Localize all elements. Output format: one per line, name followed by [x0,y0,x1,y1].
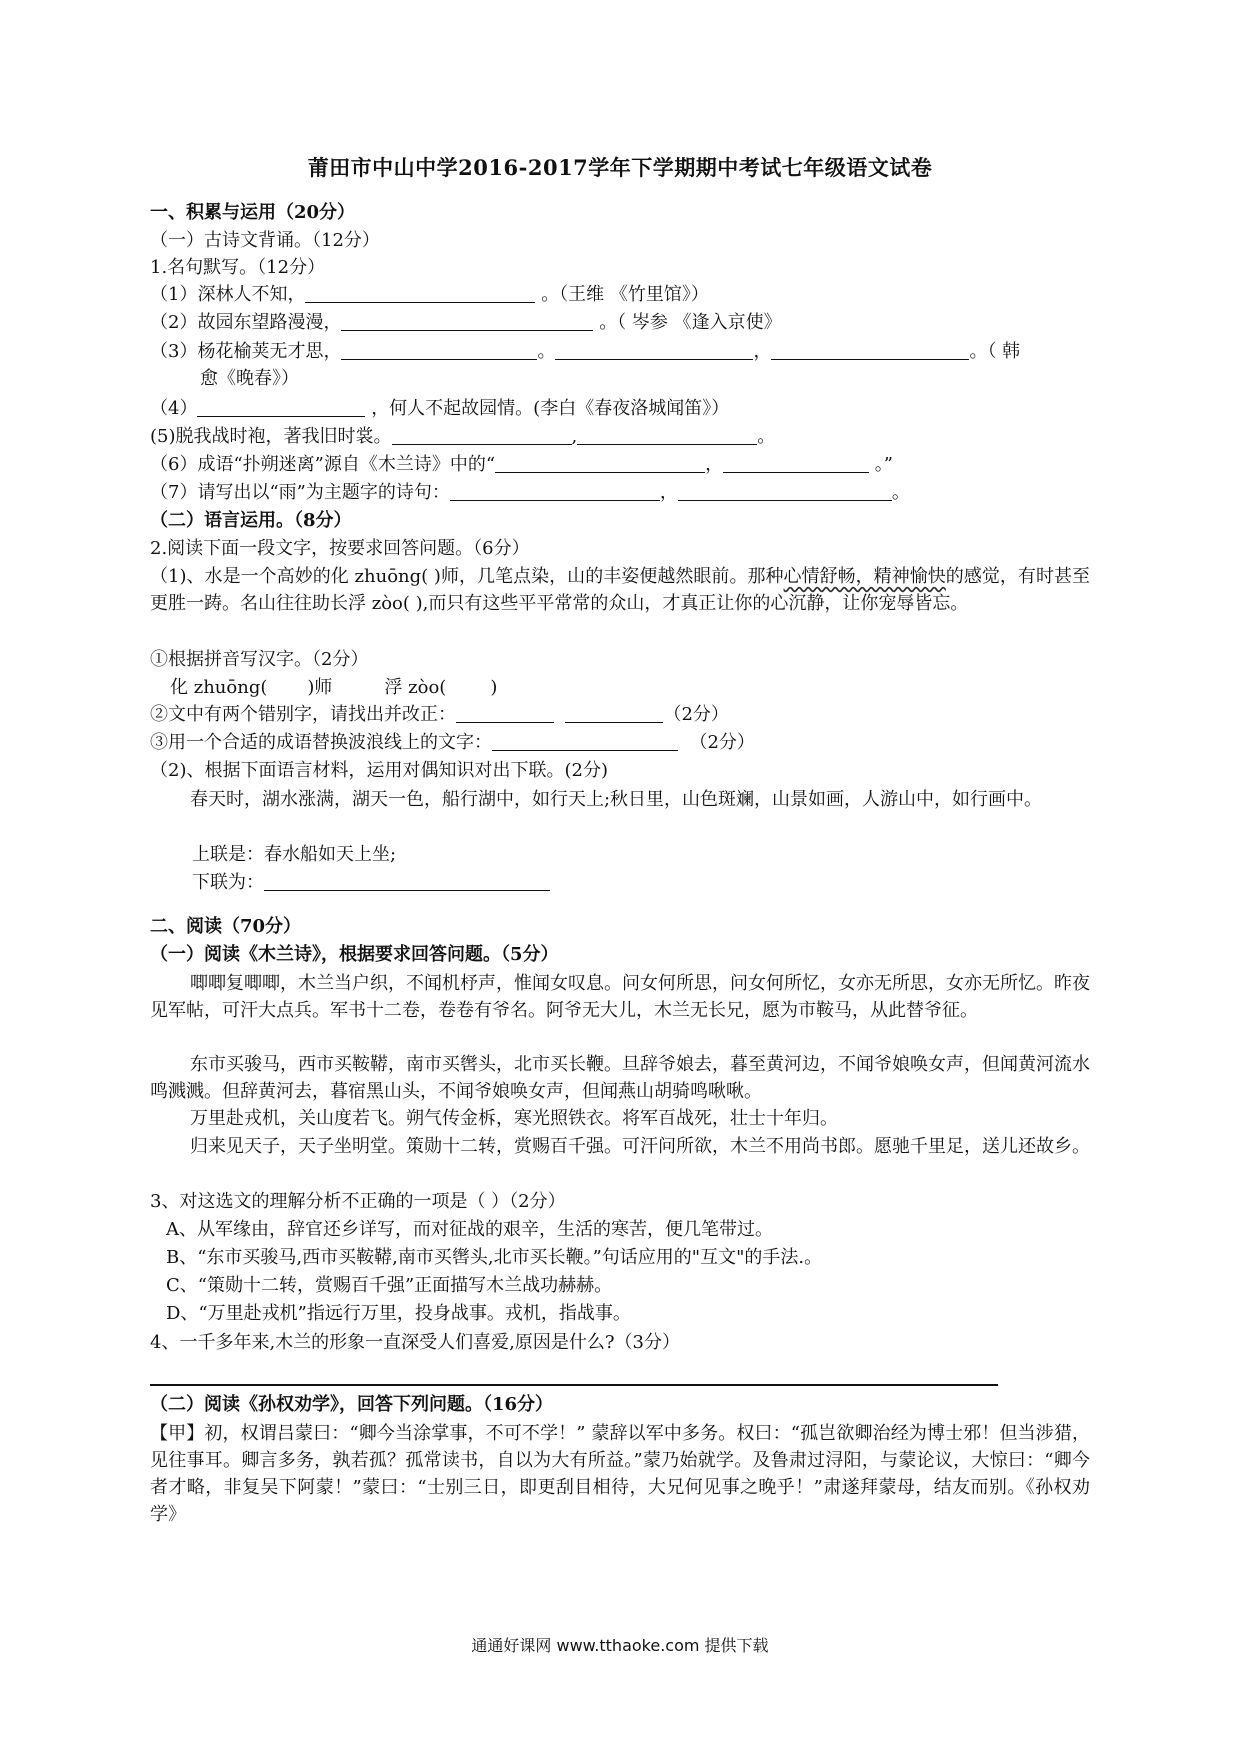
answer-blank[interactable] [565,704,663,723]
option-b: B、“东市买骏马,西市买鞍鞯,南市买辔头,北市买长鞭。”句话应用的"互文"的手法.。 [166,1247,823,1268]
passage-2-1: （1)、水是一个高妙的化 zhuōng( )师，几笔点染，山的丰姿便越然眼前。那种心情舒畅，精神愉快的感觉，有时甚至更胜一踌。名山往往助长浮 zòo( ),而只有这些平平常常的众山，才真正让你的心沉静，让你宠辱皆忘。 [150,566,1090,614]
poem-paragraph-4: 归来见天子，天子坐明堂。策勋十二转，赏赐百千强。可汗问所欲，木兰不用尚书郎。愿驰千里足，送儿还故乡。 [190,1136,1090,1157]
answer-blank[interactable] [305,284,535,303]
fill-line-2: （2）故园东望路漫漫， 。（ 岑参 《逢入京使》 [150,312,782,333]
subsection-2-2: （二）阅读《孙权劝学》，回答下列问题。（16分） [150,1394,554,1415]
option-d: D、“万里赴戎机”指远行万里，投身战事。戎机，指战事。 [166,1303,631,1324]
sub-question-2: ②文中有两个错别字，请找出并改正： （2分） [150,704,729,725]
question-4: 4、一千多年来,木兰的形象一直深受人们喜爱,原因是什么?（3分） [150,1332,680,1353]
answer-blank[interactable] [577,426,757,445]
fill-line-4: （4） ，何人不起故园情。(李白《春夜洛城闻笛》） [150,398,730,419]
passage-jia: 【甲】初，权谓吕蒙曰：“卿今当涂掌事，不可不学！” 蒙辞以军中多务。权曰：“孤岂欲卿治经为博士邪！但当涉猎，见往事耳。卿言多务，孰若孤？孤常读书，自以为大有所益。”蒙乃始就学。及鲁肃过浔阳，与蒙论议，大惊曰：“卿今者才略，非复吴下阿蒙！”蒙曰：“士别三日，即更刮目相待，大兄何见事之晚乎！”肃遂拜蒙母，结友而别。《孙权劝学》 [150,1423,1090,1525]
couplet-material: 春天时，湖水涨满，湖天一色，船行湖中，如行天上;秋日里，山色斑斓，山景如画，人游山中，如行画中。 [190,789,1043,810]
subsection-1-1: （一）古诗文背诵。（12分） [150,230,380,251]
footer-source: 通通好课网 www.tthaoke.com 提供下载 [471,1636,769,1655]
answer-line [150,1384,998,1386]
fill-line-7: （7）请写出以“雨”为主题字的诗句： ， 。 [150,482,910,503]
fill-line-3: （3）杨花榆荚无才思， 。 ， 。（ 韩 [150,341,1021,362]
answer-blank[interactable] [495,454,705,473]
subsection-1-2: （二）语言运用。（8分） [150,510,352,531]
couplet-upper: 上联是：春水船如天上坐; [192,844,397,865]
question-2: 2.阅读下面一段文字，按要求回答问题。（6分） [150,538,530,559]
page-title: 莆田市中山中学2016-2017学年下学期期中考试七年级语文试卷 [307,155,933,180]
answer-blank[interactable] [264,872,550,891]
answer-blank[interactable] [678,482,892,501]
answer-blank[interactable] [392,426,572,445]
fill-line-3-cont: 愈《晚春》） [200,368,299,389]
poem-paragraph-1: 唧唧复唧唧，木兰当户织，不闻机杼声，惟闻女叹息。问女何所思，问女何所忆，女亦无所思，女亦无所忆。昨夜见军帖，可汗大点兵。军书十二卷，卷卷有爷名。阿爷无大儿，木兰无长兄，愿为市鞍马，从此替爷征。 [150,973,1090,1021]
answer-blank[interactable] [555,341,753,360]
passage-2-2-prompt: （2)、根据下面语言材料，运用对偶知识对出下联。(2分) [150,760,608,781]
answer-blank[interactable] [771,341,969,360]
answer-blank[interactable] [723,454,869,473]
answer-blank[interactable] [197,398,365,417]
fill-line-6: （6）成语“扑朔迷离”源自《木兰诗》中的“ ， 。” [150,454,893,475]
fill-line-5: (5)脱我战时袍，著我旧时裳。 , 。 [150,426,776,447]
question-1: 1.名句默写。（12分） [150,257,326,278]
poem-paragraph-2: 东市买骏马，西市买鞍鞯，南市买辔头，北市买长鞭。旦辞爷娘去，暮至黄河边，不闻爷娘唤女声，但闻黄河流水鸣溅溅。但辞黄河去，暮宿黑山头，不闻爷娘唤女声，但闻燕山胡骑鸣啾啾。 [150,1054,1090,1102]
sub-question-3: ③用一个合适的成语替换波浪线上的文字： （2分） [150,732,755,753]
sub-question-1: ①根据拼音写汉字。（2分） [150,649,369,670]
answer-blank[interactable] [492,732,678,751]
answer-blank[interactable] [450,482,660,501]
section-2-heading: 二、阅读（70分） [150,916,302,937]
question-3: 3、对这选文的理解分析不正确的一项是（ ）（2分） [150,1191,566,1212]
answer-blank[interactable] [341,341,537,360]
subsection-2-1: （一）阅读《木兰诗》，根据要求回答问题。（5分） [150,944,559,965]
wavy-underlined-text: 心情舒畅，精神愉快 [783,566,946,587]
answer-blank[interactable] [341,312,593,331]
pinyin-blanks: 化 zhuōng( )师 浮 zòo( ) [170,677,498,698]
option-a: A、从军缘由，辞官还乡详写，而对征战的艰辛，生活的寒苦，便几笔带过。 [166,1219,773,1240]
option-c: C、“策勋十二转，赏赐百千强”正面描写木兰战功赫赫。 [166,1275,613,1296]
fill-line-1: （1）深林人不知， 。（王维 《竹里馆》） [150,284,709,305]
poem-paragraph-3: 万里赴戎机，关山度若飞。朔气传金柝，寒光照铁衣。将军百战死，壮士十年归。 [190,1108,838,1129]
section-1-heading: 一、积累与运用（20分） [150,202,356,223]
couplet-lower: 下联为： [192,870,550,896]
answer-blank[interactable] [456,704,554,723]
